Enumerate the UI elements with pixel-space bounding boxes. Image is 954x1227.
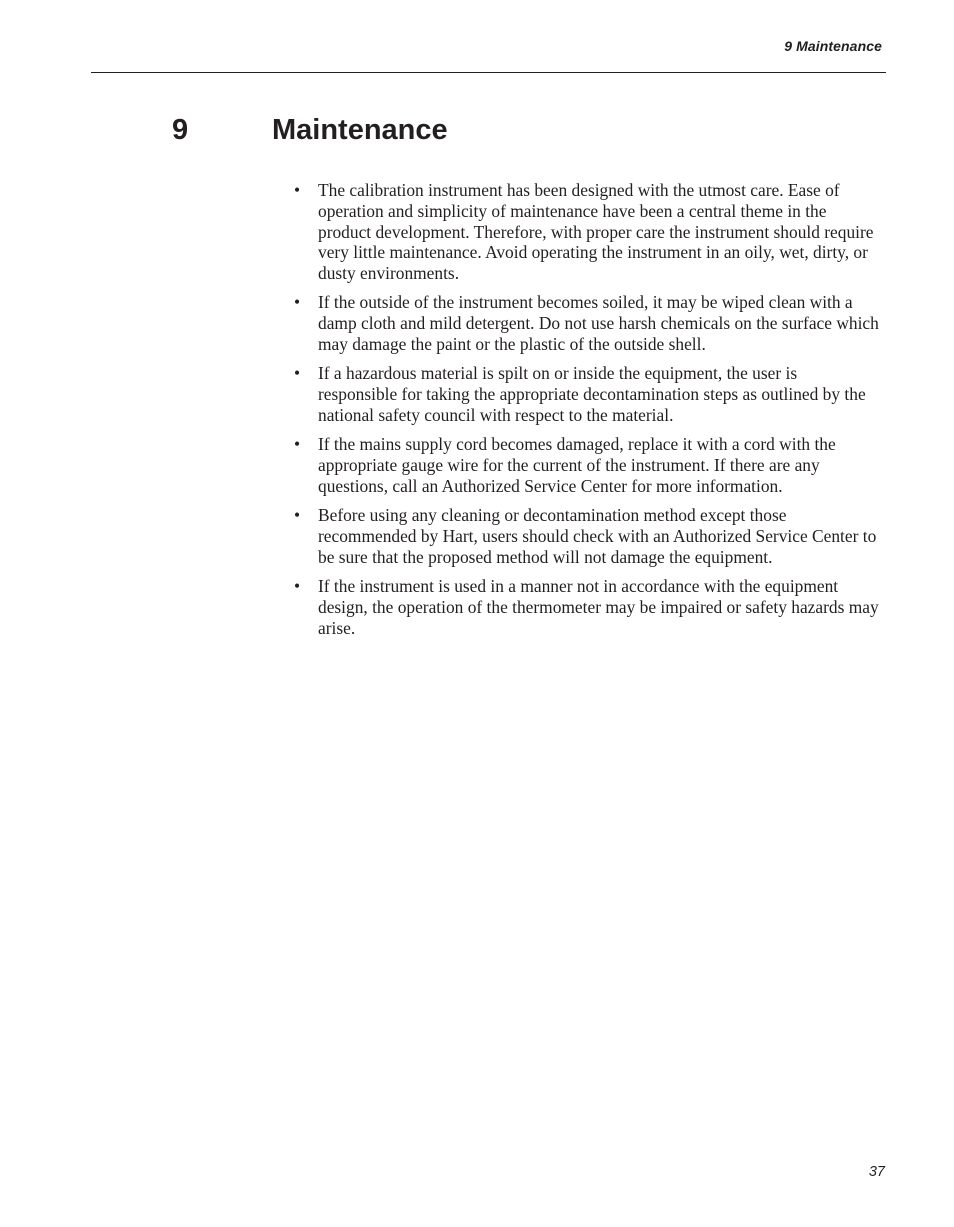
bullet-item-improper-use	[294, 576, 879, 638]
bullet-text: If the mains supply cord becomes damaged, replace it with a cord with the appropriate gauge wire for the current of the instrument. If there are any questions, call an Authorized Service Center for more information.	[318, 434, 836, 496]
bullet-item-decontamination-method	[294, 505, 879, 567]
running-header: 9 Maintenance	[784, 38, 882, 54]
bullet-text: The calibration instrument has been designed with the utmost care. Ease of operation and simplicity of maintenance have been a central theme in the product development. Therefore, with proper care the instrument should require very little maintenance. Avoid operating the instrument in an oily, wet, dirty, or dusty environments.	[318, 180, 874, 284]
bullet-icon: •	[294, 180, 301, 200]
bullet-item-cleaning	[294, 292, 879, 354]
header-rule	[91, 72, 886, 73]
maintenance-bullet-list	[294, 180, 879, 647]
bullet-text: Before using any cleaning or decontamination method except those recommended by Hart, users should check with an Authorized Service Center to be sure that the proposed method will not damage the equipment.	[318, 505, 877, 567]
bullet-icon: •	[294, 505, 301, 526]
bullet-text: If the outside of the instrument becomes soiled, it may be wiped clean with a damp cloth and mild detergent. Do not use harsh chemicals on the surface which may damage the paint or the plastic of the outside shell.	[318, 292, 879, 355]
bullet-icon: •	[294, 292, 301, 313]
page-number: 37	[868, 1164, 885, 1180]
bullet-item-power-cord	[294, 434, 879, 496]
bullet-item-hazardous-spill	[294, 363, 879, 425]
bullet-icon: •	[294, 576, 301, 597]
chapter-title: Maintenance	[272, 114, 448, 146]
bullet-text: If the instrument is used in a manner not in accordance with the equipment design, the operation of the thermometer may be impaired or safety hazards may arise.	[318, 576, 879, 638]
bullet-icon: •	[294, 434, 301, 455]
bullet-item-general-care	[294, 180, 879, 284]
chapter-number: 9	[172, 114, 189, 146]
bullet-text: If a hazardous material is spilt on or inside the equipment, the user is responsible for taking the appropriate decontamination steps as outlined by the national safety council with respect to the material.	[318, 363, 866, 425]
bullet-icon: •	[294, 363, 301, 384]
